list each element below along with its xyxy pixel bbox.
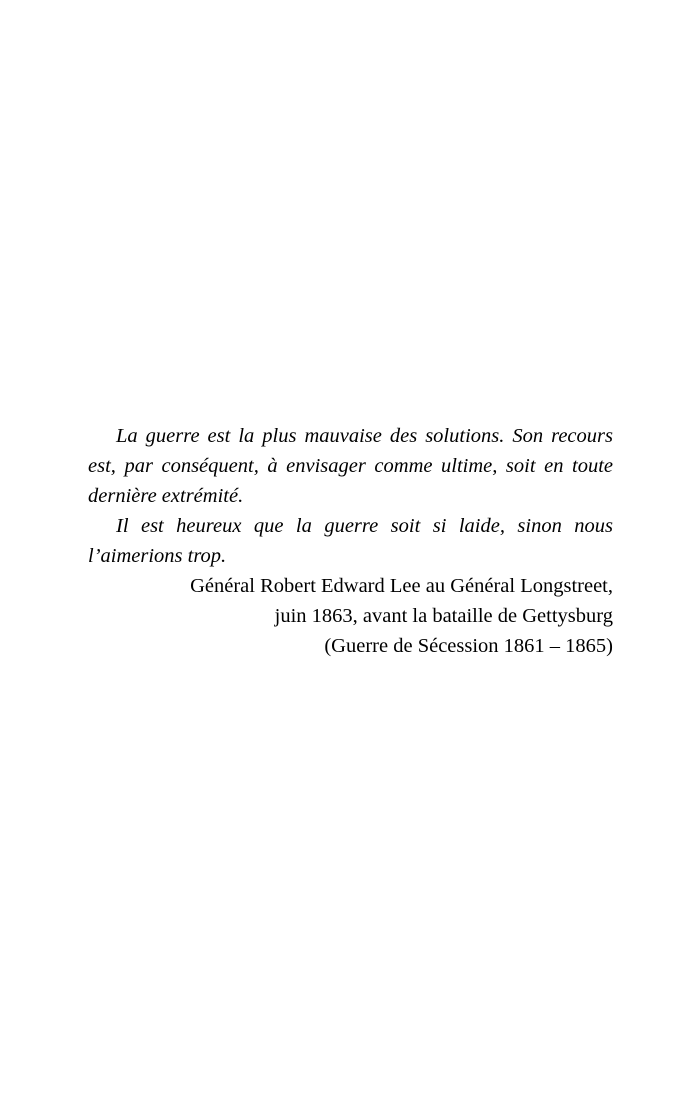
quote-paragraph: La guerre est la plus mauvaise des solutions. Son recours est, par conséquent, à envisager comme ultime, soit en toute dernière extrémité. (88, 425, 613, 507)
attribution-author-line: Général Robert Edward Lee au Général Longstreet, (190, 575, 613, 597)
attribution (88, 571, 613, 661)
epigraph (88, 421, 613, 661)
quote-paragraph: Il est heureux que la guerre soit si laide, sinon nous l’aimerions trop. (88, 515, 613, 567)
attribution-date-line: juin 1863, avant la bataille de Gettysburg (274, 605, 613, 627)
attribution-context-line: (Guerre de Sécession 1861 – 1865) (324, 635, 613, 657)
